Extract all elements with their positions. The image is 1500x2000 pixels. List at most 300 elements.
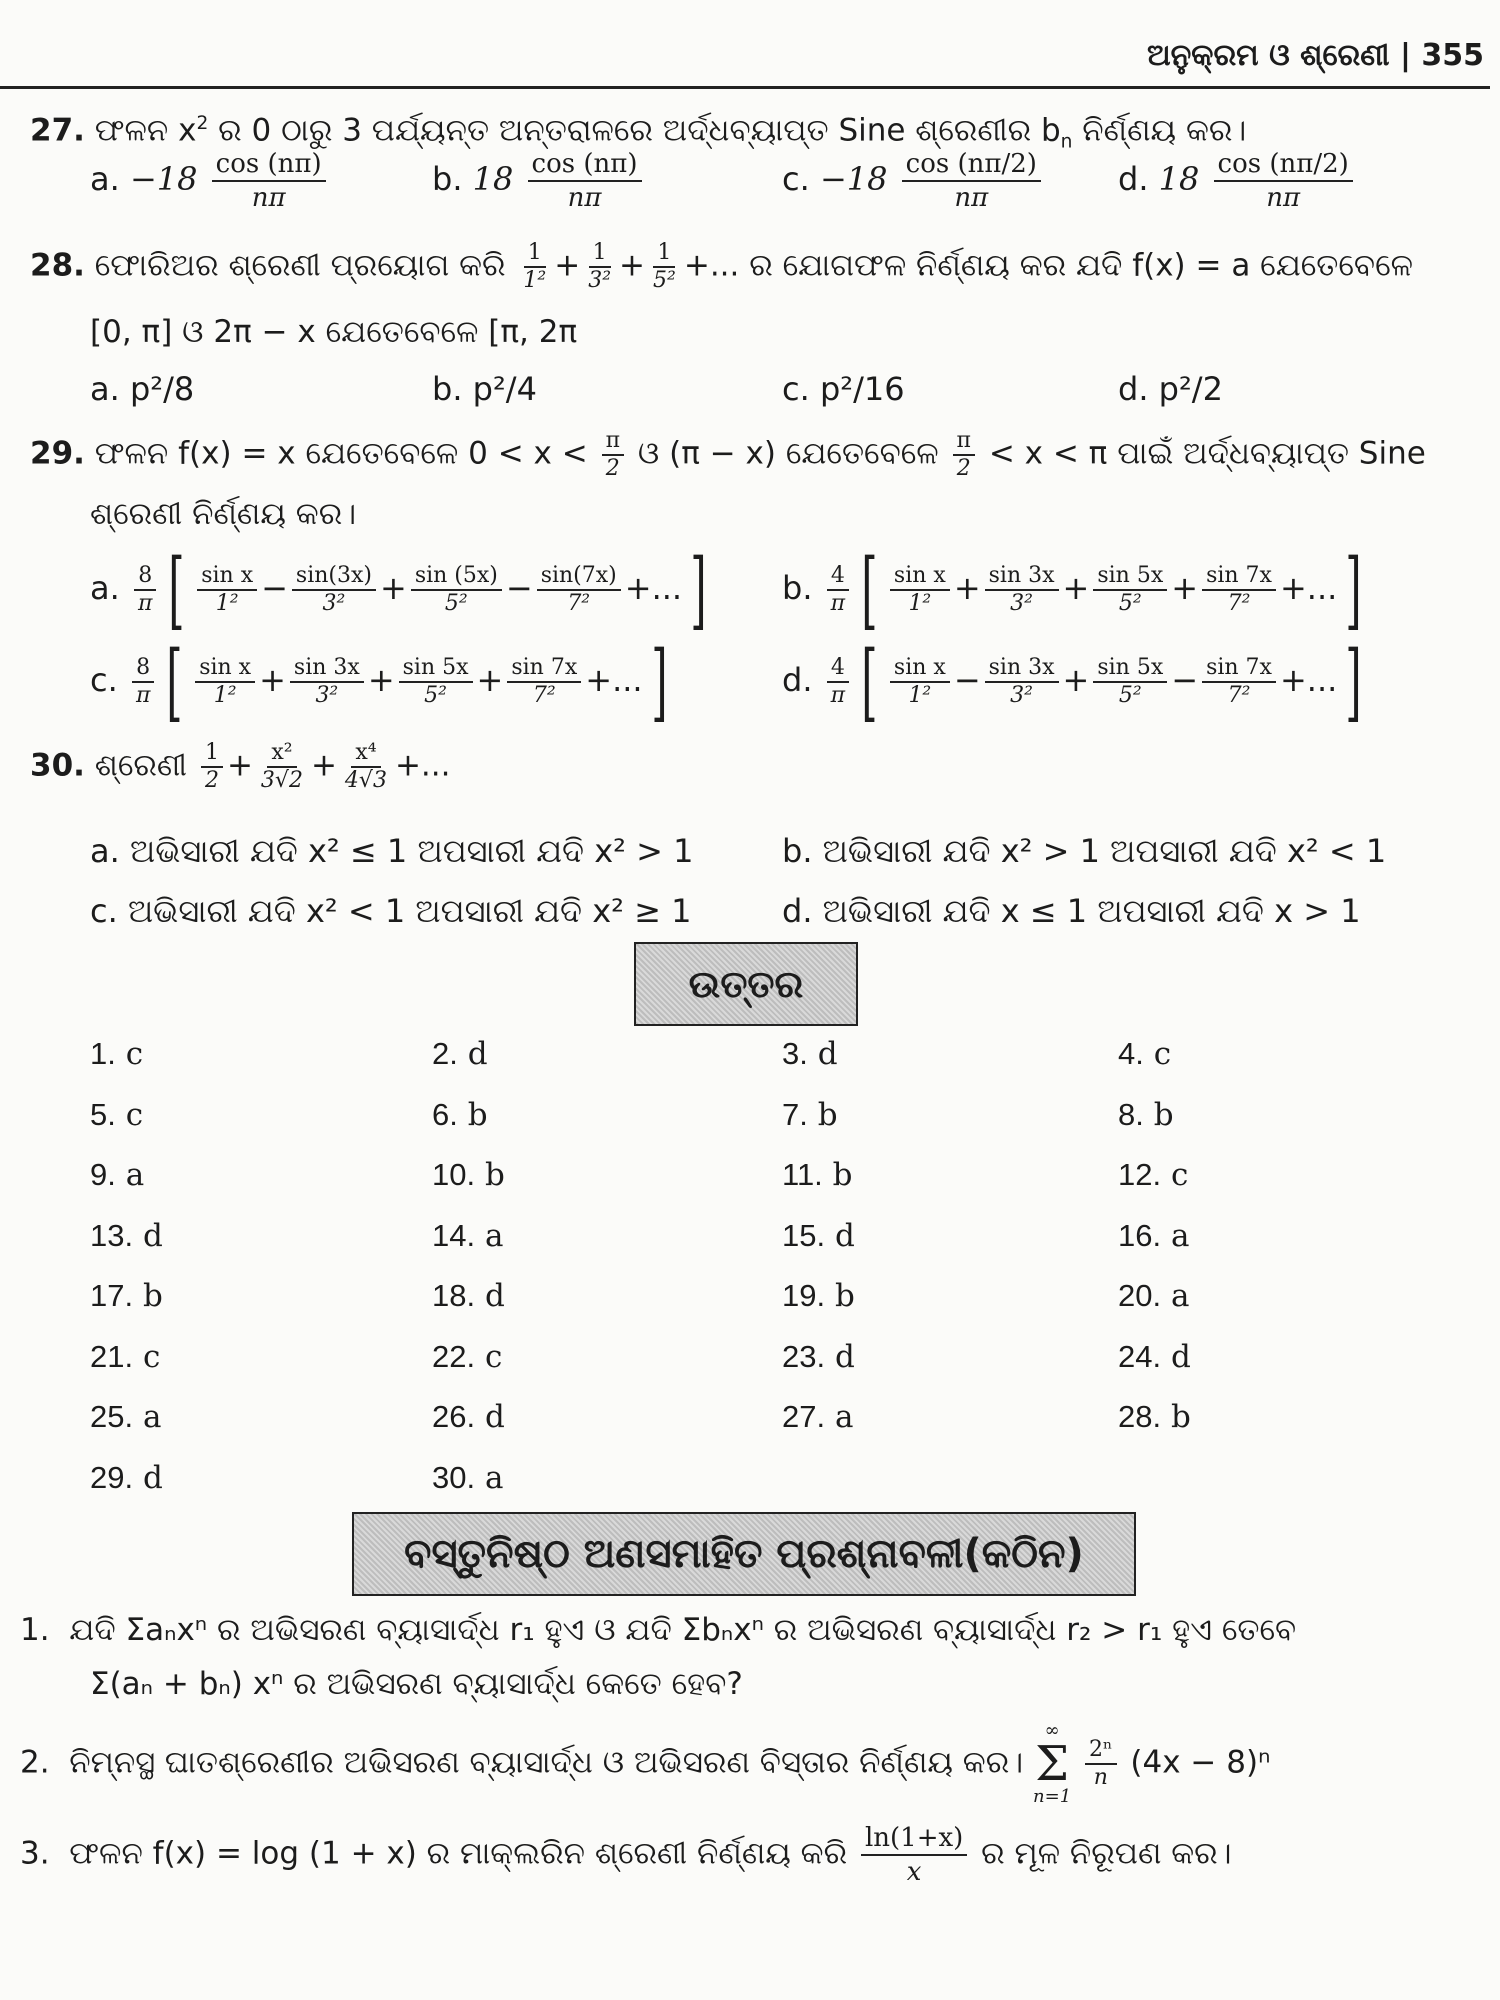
- numerator: sin(7x): [537, 563, 621, 591]
- question-text: ନିମ୍ନସ୍ଥ ଘାତଶ୍ରେଣୀର ଅଭିସରଣ ବ୍ୟାସାର୍ଦ୍ଧ ଓ ଅଭିସରଣ ବିସ୍ତାର ନିର୍ଣ୍ଣୟ କର।: [69, 1744, 1024, 1781]
- operator: −: [505, 569, 533, 607]
- question-text: ଓ (π − x) ଯେତେବେଳେ: [637, 435, 939, 472]
- answer-number: 19.: [782, 1278, 826, 1313]
- question-number: 29.: [30, 435, 85, 472]
- option-label: c.: [90, 661, 118, 699]
- page-header: [1147, 38, 1484, 73]
- subscript: n: [1060, 131, 1073, 153]
- q27-option-b: [432, 148, 646, 214]
- answer-value: a: [125, 1157, 145, 1193]
- numerator: cos (nπ): [212, 148, 326, 182]
- answer-item: [90, 1218, 163, 1254]
- question-number: 1.: [20, 1612, 50, 1648]
- fraction: [519, 240, 550, 294]
- question-text: < x < π ପାଇଁ ଅର୍ଦ୍ଧବ୍ୟାପ୍ତ Sine: [988, 435, 1426, 472]
- denominator: 7²: [567, 591, 591, 616]
- left-bracket: [: [861, 541, 878, 639]
- fraction: [602, 428, 624, 482]
- section-heading: [352, 1512, 1136, 1596]
- right-bracket: ]: [1345, 633, 1362, 731]
- fraction: [827, 655, 849, 709]
- answer-number: 14.: [432, 1217, 476, 1253]
- numerator: cos (nπ/2): [1214, 148, 1353, 182]
- answer-item: [90, 1278, 163, 1314]
- operator: −: [261, 569, 288, 607]
- answer-value: b: [484, 1157, 505, 1193]
- answer-value: a: [142, 1399, 162, 1435]
- fraction: [1202, 655, 1276, 709]
- numerator: 2ⁿ: [1085, 1737, 1117, 1765]
- denominator: 5²: [1118, 591, 1142, 616]
- fraction: [861, 1822, 967, 1888]
- section-heading-text: ବସ୍ତୁନିଷ୍ଠ ଅଣସମାହିତ ପ୍ରଶ୍ନାବଳୀ(କଠିନ): [404, 1531, 1084, 1577]
- hard-question-1: [20, 1610, 1296, 1650]
- sum-upper-limit: ∞: [1044, 1720, 1060, 1741]
- numerator: sin 3x: [290, 655, 364, 683]
- option-label: d.: [1118, 160, 1149, 198]
- denominator: 5²: [653, 268, 676, 293]
- denominator: 3²: [1010, 591, 1033, 616]
- answer-number: 6.: [432, 1096, 458, 1132]
- question-text: (4x − 8)ⁿ: [1130, 1744, 1271, 1781]
- denominator: π: [830, 683, 846, 708]
- answer-item: [432, 1097, 488, 1133]
- option-label: b.: [782, 569, 813, 607]
- numerator: sin x: [890, 655, 950, 683]
- q27-option-c: [782, 148, 1045, 214]
- fraction: [132, 655, 154, 709]
- question-text: ଶ୍ରେଣୀ: [94, 747, 188, 784]
- fraction: [195, 655, 255, 709]
- question-number: 28.: [30, 247, 85, 284]
- question-text: ର 0 ଠାରୁ 3 ପର୍ଯ୍ୟନ୍ତ ଅନ୍ତରାଳରେ ଅର୍ଦ୍ଧବ୍ୟାପ୍ତ Sine ଶ୍ରେଣୀର b: [208, 112, 1061, 149]
- denominator: 7²: [532, 683, 556, 708]
- denominator: 7²: [1227, 591, 1251, 616]
- option-text: ଅଭିସାରୀ ଯଦି x² > 1 ଅପସାରୀ ଯଦି x² < 1: [822, 832, 1387, 870]
- answer-number: 30.: [432, 1459, 476, 1495]
- denominator: π: [830, 591, 846, 616]
- fraction: [411, 563, 502, 617]
- fraction: [290, 655, 364, 709]
- question-number: 2.: [20, 1744, 50, 1781]
- left-bracket: [: [861, 633, 878, 731]
- right-bracket: ]: [690, 541, 707, 639]
- summation: [1033, 1722, 1071, 1806]
- answer-number: 17.: [90, 1278, 134, 1313]
- operator: −: [1171, 661, 1199, 699]
- option-label: c.: [782, 160, 810, 198]
- answer-value: d: [484, 1399, 505, 1435]
- answer-number: 18.: [432, 1278, 476, 1313]
- denominator: π: [137, 591, 153, 616]
- answer-number: 12.: [1118, 1157, 1162, 1192]
- option-text: ଅଭିସାରୀ ଯଦି x² ≤ 1 ଅପସାରୀ ଯଦି x² > 1: [129, 832, 694, 870]
- option-coef: −18: [819, 160, 888, 198]
- numerator: sin 3x: [985, 655, 1059, 683]
- answer-number: 2.: [432, 1036, 458, 1071]
- answer-item: [432, 1399, 505, 1435]
- question-29: [30, 428, 1426, 482]
- hard-question-3: [20, 1822, 1232, 1888]
- ellipsis: +...: [585, 661, 643, 699]
- answer-item: [432, 1278, 505, 1314]
- ellipsis: +...: [683, 247, 740, 284]
- header-separator: |: [1399, 38, 1411, 73]
- denominator: nπ: [567, 183, 602, 213]
- question-text: ଫଳନ f(x) = log (1 + x) ର ମାକ୍ଲରିନ ଶ୍ରେଣୀ ନିର୍ଣ୍ଣୟ କରି: [69, 1835, 848, 1872]
- fraction: [985, 563, 1059, 617]
- question-text: ନିର୍ଣ୍ଣୟ କର।: [1072, 112, 1247, 149]
- option-label: c.: [782, 370, 810, 408]
- answer-item: [1118, 1157, 1188, 1193]
- answer-number: 8.: [1118, 1096, 1144, 1132]
- fraction: [827, 563, 849, 617]
- answer-item: [90, 1157, 144, 1193]
- option-label: d.: [1118, 370, 1149, 408]
- operator: −: [953, 661, 981, 699]
- q29-option-a: [90, 541, 715, 639]
- denominator: 3²: [588, 268, 612, 293]
- fraction: [257, 740, 307, 794]
- q27-option-a: [90, 148, 330, 214]
- option-text: ଅଭିସାରୀ ଯଦି x² < 1 ଅପସାରୀ ଯଦି x² ≥ 1: [127, 892, 692, 930]
- answer-item: [1118, 1036, 1171, 1072]
- fraction: [528, 148, 642, 214]
- answer-value: a: [834, 1399, 854, 1435]
- numerator: sin x: [197, 563, 257, 591]
- header-rule: [0, 86, 1490, 89]
- option-coef: 18: [1158, 160, 1200, 198]
- question-number: 3.: [20, 1835, 50, 1872]
- left-bracket: [: [166, 633, 183, 731]
- q29-option-b: [782, 541, 1370, 639]
- numerator: 1: [589, 240, 611, 268]
- option-label: a.: [90, 832, 120, 870]
- answer-item: [432, 1157, 505, 1193]
- answer-item: [782, 1399, 853, 1435]
- answers-heading: [634, 942, 858, 1026]
- question-30: [30, 740, 450, 794]
- numerator: sin x: [195, 655, 255, 683]
- answer-value: c: [142, 1338, 161, 1375]
- denominator: 2: [605, 456, 620, 481]
- denominator: x: [906, 1857, 922, 1887]
- operator: +: [476, 661, 504, 699]
- answer-value: b: [832, 1157, 853, 1193]
- operator: +: [367, 661, 395, 699]
- page-number: 355: [1421, 38, 1484, 73]
- answer-number: 11.: [782, 1157, 823, 1192]
- denominator: 2: [204, 768, 219, 793]
- answer-value: c: [125, 1096, 144, 1133]
- numerator: 8: [134, 563, 156, 591]
- answer-item: [1118, 1399, 1191, 1435]
- denominator: 1²: [215, 591, 239, 616]
- option-label: d.: [782, 661, 813, 699]
- question-text: ଯଦି Σaₙxⁿ ର ଅଭିସରଣ ବ୍ୟାସାର୍ଦ୍ଧ r₁ ହୁଏ ଓ ଯଦି Σbₙxⁿ ର ଅଭିସରଣ ବ୍ୟାସାର୍ଦ୍ଧ r₂ > r₁ ହୁଏ ତେବେ: [69, 1612, 1297, 1648]
- answer-number: 3.: [782, 1036, 808, 1071]
- fraction: [134, 563, 156, 617]
- answer-number: 10.: [432, 1157, 476, 1192]
- answer-item: [432, 1036, 488, 1072]
- option-text: ଅଭିସାରୀ ଯଦି x ≤ 1 ଅପସାରୀ ଯଦି x > 1: [822, 892, 1361, 930]
- answers-heading-text: ଉତ୍ତର: [688, 961, 804, 1006]
- answer-item: [782, 1036, 838, 1072]
- ellipsis: +...: [1279, 569, 1338, 607]
- chapter-title: ଅନୁକ୍ରମ ଓ ଶ୍ରେଣୀ: [1146, 38, 1390, 73]
- denominator: 5²: [1118, 683, 1142, 708]
- answer-item: [1118, 1339, 1191, 1375]
- fraction: [902, 148, 1041, 214]
- question-text: ଫଳନ x: [94, 112, 197, 149]
- numerator: sin 5x: [1093, 563, 1167, 591]
- numerator: sin 7x: [507, 655, 581, 683]
- q27-option-d: [1118, 148, 1357, 214]
- fraction: [1093, 563, 1167, 617]
- answer-number: 24.: [1118, 1338, 1162, 1374]
- answer-value: c: [1153, 1036, 1172, 1072]
- denominator: 5²: [444, 591, 468, 616]
- option-text: p²/2: [1158, 370, 1223, 408]
- numerator: sin 5x: [1093, 655, 1167, 683]
- numerator: sin(3x): [292, 563, 376, 591]
- answer-value: d: [834, 1217, 855, 1254]
- answer-item: [90, 1460, 163, 1496]
- operator: +: [310, 747, 337, 784]
- operator: +: [380, 569, 407, 607]
- fraction: [201, 740, 223, 794]
- answer-number: 13.: [90, 1217, 134, 1253]
- numerator: 1: [653, 240, 675, 268]
- answer-number: 28.: [1118, 1399, 1162, 1434]
- operator: +: [226, 747, 253, 784]
- option-text: p²/4: [472, 370, 537, 408]
- operator: +: [1062, 661, 1090, 699]
- fraction: [890, 655, 950, 709]
- numerator: sin 5x: [399, 655, 473, 683]
- hard-question-1-line2: Σ(aₙ + bₙ) xⁿ ର ଅଭିସରଣ ବ୍ୟାସାର୍ଦ୍ଧ କେତେ ହେବ?: [90, 1666, 743, 1702]
- answer-number: 1.: [90, 1036, 116, 1071]
- right-bracket: ]: [650, 633, 668, 731]
- option-label: b.: [432, 370, 463, 408]
- answer-value: d: [1170, 1338, 1191, 1375]
- answer-number: 15.: [782, 1217, 826, 1253]
- answer-item: [1118, 1278, 1189, 1314]
- numerator: cos (nπ/2): [902, 148, 1041, 182]
- denominator: 5²: [424, 683, 447, 708]
- question-text: ଫୋରିଅର ଶ୍ରେଣୀ ପ୍ରୟୋଗ କରି: [94, 247, 506, 284]
- answer-value: d: [142, 1217, 163, 1254]
- answer-value: d: [834, 1338, 855, 1375]
- numerator: cos (nπ): [528, 148, 642, 182]
- question-28: [30, 240, 1413, 294]
- numerator: 1: [524, 240, 546, 268]
- fraction: [212, 148, 326, 214]
- answer-value: b: [1153, 1096, 1174, 1133]
- fraction: [584, 240, 615, 294]
- fraction: [890, 563, 950, 617]
- option-label: c.: [90, 892, 118, 930]
- sigma-symbol: Σ: [1035, 1736, 1070, 1792]
- numerator: sin (5x): [411, 563, 502, 591]
- answer-number: 20.: [1118, 1278, 1162, 1313]
- q28-option-b: [432, 370, 537, 408]
- fraction: [399, 655, 473, 709]
- numerator: 8: [132, 655, 154, 683]
- fraction: [953, 428, 975, 482]
- operator: +: [953, 569, 981, 607]
- denominator: 1²: [908, 591, 932, 616]
- denominator: 4√3: [344, 768, 387, 793]
- numerator: sin x: [890, 563, 950, 591]
- fraction: [507, 655, 581, 709]
- answer-number: 16.: [1118, 1217, 1162, 1253]
- fraction: [1202, 563, 1276, 617]
- answer-number: 9.: [90, 1157, 116, 1192]
- answer-value: b: [142, 1278, 163, 1314]
- answer-number: 7.: [782, 1096, 808, 1132]
- answer-number: 23.: [782, 1338, 826, 1374]
- numerator: 4: [827, 655, 849, 683]
- answer-item: [782, 1339, 855, 1375]
- numerator: 1: [201, 740, 223, 768]
- fraction: [197, 563, 257, 617]
- denominator: 3²: [322, 591, 346, 616]
- question-number: 30.: [30, 747, 85, 784]
- q28-line2: [0, π] ଓ 2π − x ଯେତେବେଳେ [π, 2π: [90, 314, 578, 350]
- denominator: π: [135, 683, 151, 708]
- q30-option-c: [90, 892, 692, 931]
- option-label: a.: [90, 569, 120, 607]
- ellipsis: +...: [394, 747, 451, 784]
- denominator: 3√2: [260, 768, 303, 793]
- q29-option-c: [90, 633, 675, 731]
- numerator: π: [953, 428, 975, 456]
- fraction: [1214, 148, 1353, 214]
- answer-item: [90, 1399, 161, 1435]
- denominator: 1²: [213, 683, 237, 708]
- denominator: 3²: [315, 683, 339, 708]
- answer-value: b: [834, 1278, 855, 1314]
- answer-number: 26.: [432, 1399, 476, 1434]
- fraction: [1093, 655, 1167, 709]
- q30-option-d: [782, 892, 1361, 931]
- answer-value: a: [484, 1459, 504, 1496]
- answer-number: 27.: [782, 1399, 826, 1434]
- numerator: x²: [267, 740, 296, 768]
- answer-number: 5.: [90, 1096, 116, 1132]
- q30-option-a: [90, 832, 694, 871]
- question-text: ର ମୂଳ ନିରୂପଣ କର।: [981, 1835, 1232, 1872]
- answer-item: [90, 1339, 160, 1375]
- sum-lower-limit: n=1: [1033, 1786, 1072, 1807]
- answer-value: a: [1170, 1278, 1190, 1314]
- numerator: sin 3x: [985, 563, 1059, 591]
- q28-option-a: [90, 370, 194, 408]
- answer-number: 29.: [90, 1459, 134, 1495]
- option-label: d.: [782, 892, 813, 930]
- option-label: a.: [90, 160, 120, 198]
- option-text: p²/8: [129, 370, 195, 408]
- option-text: p²/16: [819, 370, 905, 408]
- fraction: [1085, 1737, 1117, 1791]
- q30-option-b: [782, 832, 1386, 871]
- option-label: a.: [90, 370, 120, 408]
- numerator: 4: [827, 563, 849, 591]
- operator: +: [554, 247, 581, 284]
- numerator: x⁴: [351, 740, 380, 768]
- answer-value: b: [1170, 1399, 1191, 1435]
- question-text: ଫଳନ f(x) = x ଯେତେବେଳେ 0 < x <: [94, 435, 588, 472]
- q29-line2: ଶ୍ରେଣୀ ନିର୍ଣ୍ଣୟ କର।: [90, 496, 357, 532]
- answer-value: d: [484, 1278, 505, 1314]
- answer-value: c: [484, 1338, 503, 1375]
- answer-value: c: [125, 1036, 144, 1072]
- option-coef: −18: [129, 160, 198, 198]
- answer-value: d: [142, 1459, 163, 1496]
- answer-value: b: [817, 1096, 838, 1133]
- denominator: n: [1093, 1765, 1108, 1790]
- question-text: ର ଯୋଗଫଳ ନିର୍ଣ୍ଣୟ କର ଯଦି f(x) = a ଯେତେବେଳେ: [749, 247, 1413, 284]
- answer-number: 4.: [1118, 1036, 1144, 1071]
- operator: +: [1062, 569, 1090, 607]
- fraction: [649, 240, 680, 294]
- answer-item: [782, 1278, 855, 1314]
- answer-value: a: [1170, 1217, 1190, 1254]
- answer-item: [1118, 1218, 1189, 1254]
- answer-value: c: [1170, 1157, 1189, 1193]
- fraction: [341, 740, 391, 794]
- option-label: b.: [432, 160, 463, 198]
- left-bracket: [: [168, 541, 186, 639]
- answer-value: d: [467, 1036, 488, 1072]
- q28-option-d: [1118, 370, 1223, 408]
- numerator: π: [602, 428, 624, 456]
- right-bracket: ]: [1345, 541, 1362, 639]
- answer-number: 21.: [90, 1338, 134, 1374]
- denominator: 1²: [523, 268, 547, 293]
- answer-item: [432, 1218, 503, 1254]
- numerator: sin 7x: [1202, 563, 1276, 591]
- ellipsis: +...: [1279, 661, 1338, 699]
- denominator: nπ: [1266, 183, 1301, 213]
- denominator: 3²: [1010, 683, 1033, 708]
- answer-item: [782, 1218, 855, 1254]
- numerator: ln(1+x): [861, 1822, 967, 1856]
- superscript: 2: [196, 113, 209, 134]
- fraction: [537, 563, 621, 617]
- option-label: b.: [782, 832, 813, 870]
- q29-option-d: [782, 633, 1370, 731]
- hard-question-2: [20, 1722, 1270, 1806]
- denominator: nπ: [251, 183, 286, 213]
- answer-item: [782, 1157, 853, 1193]
- denominator: nπ: [954, 183, 989, 213]
- operator: +: [1171, 569, 1199, 607]
- ellipsis: +...: [624, 569, 683, 607]
- answer-item: [90, 1036, 143, 1072]
- fraction: [985, 655, 1059, 709]
- answer-value: d: [817, 1036, 838, 1072]
- denominator: 2: [956, 456, 971, 481]
- denominator: 7²: [1227, 683, 1251, 708]
- option-coef: 18: [472, 160, 514, 198]
- q28-option-c: [782, 370, 905, 408]
- answer-item: [782, 1097, 838, 1133]
- answer-number: 22.: [432, 1338, 476, 1374]
- fraction: [292, 563, 376, 617]
- answer-item: [1118, 1097, 1174, 1133]
